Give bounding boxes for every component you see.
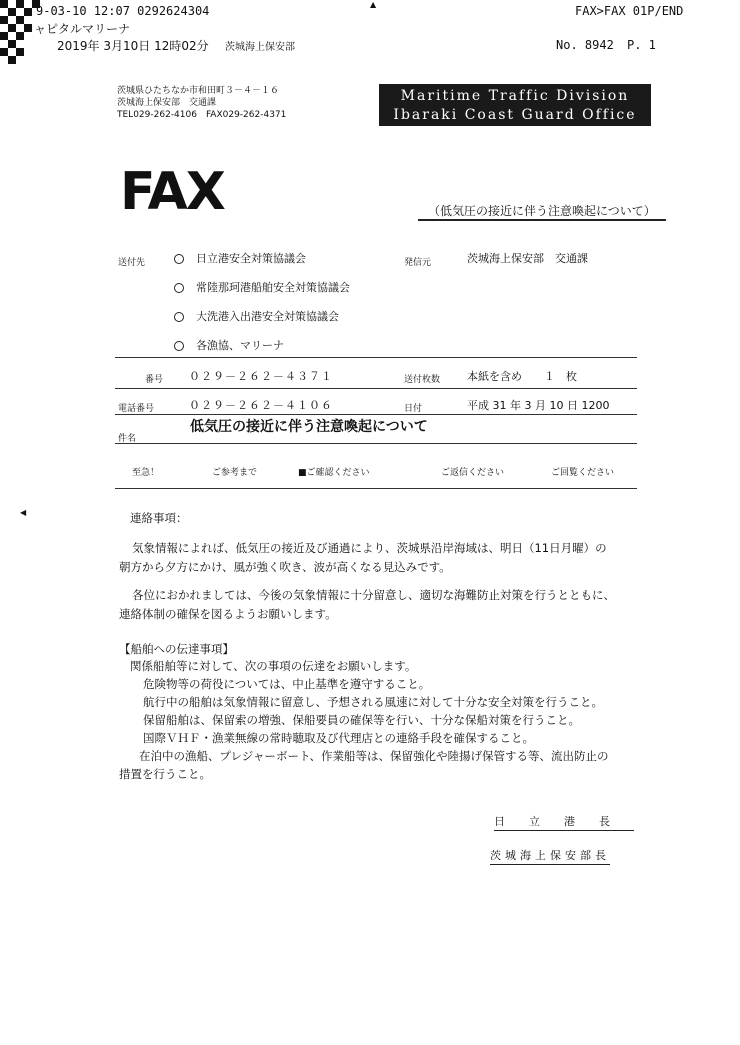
fax-header-line1: 9-03-10 12:07 0292624304 bbox=[36, 4, 210, 18]
signature-ibaraki-coast-guard: 茨城海上保安部長 bbox=[490, 847, 610, 865]
option-confirm: ■ご確認ください bbox=[298, 468, 370, 478]
item-4: 国際ＶＨＦ・漁業無線の常時聴取及び代理店との連絡手段を確保すること。 bbox=[143, 731, 534, 745]
circle-icon bbox=[174, 283, 184, 293]
divider-2 bbox=[115, 388, 637, 389]
number-value: ０２９－２６２－４３７１ bbox=[189, 370, 333, 383]
from-label: 発信元 bbox=[404, 258, 432, 268]
option-reference: ご参考まで bbox=[212, 468, 258, 478]
top-arrow-mark: ▲ bbox=[370, 0, 377, 9]
recipient-3: 大洗港入出港安全対策協議会 bbox=[174, 308, 339, 324]
option-urgent: 至急！ bbox=[132, 468, 160, 478]
item-5: 在泊中の漁船、プレジャーボート、作業船等は、保留強化や陸揚げ保管する等、流出防止の bbox=[139, 749, 609, 763]
received-sender: 茨城海上保安部 bbox=[225, 42, 295, 53]
phone-label: 電話番号 bbox=[118, 404, 155, 414]
pages-label: 送付枚数 bbox=[404, 375, 441, 385]
para2-line1: 各位におかれましては、今後の気象情報に十分留意し、適切な海難防止対策を行うとともに、 bbox=[132, 588, 615, 602]
from-value: 茨城海上保安部 交通課 bbox=[467, 252, 588, 265]
banner-line1: Maritime Traffic Division bbox=[400, 88, 630, 104]
option-circulate: ご回覧ください bbox=[551, 468, 615, 478]
date-value: 平成 31 年 3 月 10 日 1200 bbox=[467, 399, 610, 412]
divider-1 bbox=[115, 357, 637, 358]
doc-number: No. 8942 bbox=[556, 38, 614, 52]
sender-tel-fax: TEL029-262-4106 FAX029-262-4371 bbox=[117, 110, 287, 120]
item-3: 保留船舶は、保留索の増強、保船要員の確保等を行い、十分な保船対策を行うこと。 bbox=[143, 713, 580, 727]
item-1: 危険物等の荷役については、中止基準を遵守すること。 bbox=[143, 677, 431, 691]
subject-value: 低気圧の接近に伴う注意喚起について bbox=[190, 419, 428, 435]
para2-line2: 連絡体制の確保を図るようお願いします。 bbox=[119, 607, 337, 621]
subject-tag: （低気圧の接近に伴う注意喚起について） bbox=[428, 204, 656, 218]
body-heading: 連絡事項： bbox=[130, 511, 188, 525]
pages-value: 本紙を含め １ 枚 bbox=[467, 370, 577, 383]
recipient-1: 日立港安全対策協議会 bbox=[174, 250, 306, 266]
para1-line1: 気象情報によれば、低気圧の接近及び通過により、茨城県沿岸海域は、明日（11日月曜）の bbox=[132, 541, 607, 555]
sender-office: 茨城海上保安部 交通課 bbox=[117, 98, 217, 108]
divider-5 bbox=[115, 488, 637, 489]
received-datetime: 2019年 3月10日 12時02分 bbox=[57, 39, 209, 53]
date-label: 日付 bbox=[404, 404, 423, 414]
circle-icon bbox=[174, 254, 184, 264]
option-reply: ご返信ください bbox=[441, 468, 505, 478]
signature-hitachi-port: 日立港長 bbox=[494, 813, 634, 831]
subject-label: 件名 bbox=[118, 434, 137, 444]
fax-header-pages: FAX>FAX 01P/END bbox=[575, 4, 684, 18]
page-number: P. 1 bbox=[627, 38, 656, 52]
to-label: 送付先 bbox=[118, 258, 146, 268]
section-intro: 関係船舶等に対して、次の事項の伝達をお願いします。 bbox=[130, 659, 417, 673]
sender-address: 茨城県ひたちなか市和田町３－４－１６ bbox=[117, 86, 280, 96]
fax-title: FAX bbox=[120, 162, 224, 222]
section-title: 【船舶への伝達事項】 bbox=[119, 642, 234, 656]
division-banner bbox=[379, 84, 651, 126]
recipient-4: 各漁協、マリーナ bbox=[174, 337, 284, 353]
para1-line2: 朝方から夕方にかけ、風が強く吹き、波が高くなる見込みです。 bbox=[119, 560, 451, 574]
left-arrow-mark: ◀ bbox=[20, 508, 27, 517]
item-2: 航行中の船舶は気象情報に留意し、予想される風速に対して十分な安全対策を行うこと。 bbox=[143, 695, 603, 709]
item-5-cont: 措置を行うこと。 bbox=[119, 767, 211, 781]
phone-value: ０２９－２６２－４１０６ bbox=[189, 399, 333, 412]
subject-tag-underline bbox=[418, 219, 666, 221]
divider-3 bbox=[115, 414, 637, 415]
number-label: 番号 bbox=[145, 375, 164, 385]
divider-4 bbox=[115, 443, 637, 444]
recipient-2: 常陸那珂港船舶安全対策協議会 bbox=[174, 279, 350, 295]
fax-header-sender-name: ャピタルマリーナ bbox=[34, 22, 131, 36]
circle-icon bbox=[174, 341, 184, 351]
circle-icon bbox=[174, 312, 184, 322]
banner-line2: Ibaraki Coast Guard Office bbox=[393, 107, 637, 123]
